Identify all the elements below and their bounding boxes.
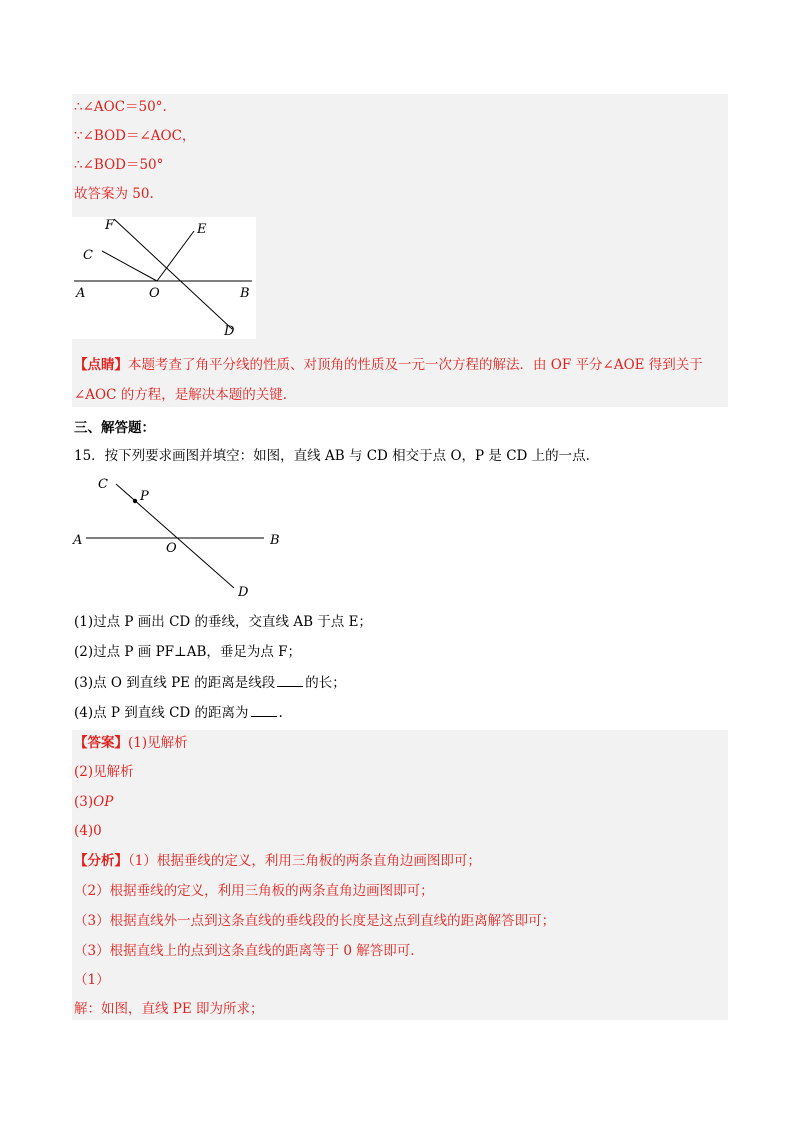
answer-blank (277, 674, 303, 687)
label-e: E (197, 222, 207, 237)
label-b: B (270, 533, 280, 548)
answer-a3-prefix: (3) (74, 794, 94, 810)
label-p: P (140, 489, 149, 504)
answer-line-4: 故答案为 50. (74, 186, 154, 202)
answer-block-bottom (72, 730, 728, 1020)
label-d: D (238, 585, 249, 600)
figure-angles (72, 217, 256, 339)
analysis-line-3: （3）根据直线外一点到这条直线的垂线段的长度是这点到直线的距离解答即可； (74, 913, 556, 929)
question-part-3-tail: 的长； (305, 675, 346, 691)
analysis-line-6: 解：如图，直线 PE 即为所求； (74, 1001, 264, 1017)
label-f: F (105, 218, 115, 233)
analysis-line-4: （3）根据直线上的点到这条直线的距离等于 0 解答即可. (74, 943, 415, 959)
answer-tag: 【答案】 (74, 735, 128, 751)
label-o: O (149, 286, 160, 301)
answer-a4: (4)0 (74, 823, 102, 839)
label-a: A (73, 533, 83, 548)
answer-a3 (74, 792, 113, 812)
question-part-2: (2)过点 P 画 PF⊥AB，垂足为点 F； (74, 644, 302, 660)
answer-a3-value: OP (93, 794, 114, 810)
label-o: O (166, 541, 177, 556)
section-title: 三、解答题： (74, 420, 155, 436)
analysis-line-1 (74, 851, 481, 871)
label-b: B (240, 286, 250, 301)
label-c: C (83, 248, 93, 263)
question-part-4-tail: . (278, 705, 283, 721)
question-15-stem: 15．按下列要求画图并填空：如图，直线 AB 与 CD 相交于点 O，P 是 CD 上的一点. (74, 448, 590, 464)
question-part-1: (1)过点 P 画出 CD 的垂线，交直线 AB 于点 E； (74, 614, 372, 630)
question-part-3 (74, 673, 346, 693)
answer-blank (251, 704, 277, 717)
question-part-4-text: (4)点 P 到直线 CD 的距离为 (74, 705, 249, 721)
answer-line-2: ∵∠BOD＝∠AOC， (74, 128, 196, 144)
question-part-3-text: (3)点 O 到直线 PE 的距离是线段 (74, 675, 276, 691)
label-c: C (98, 477, 108, 492)
comment-tag: 【点睛】 (74, 357, 128, 373)
comment-line-2: ∠AOC 的方程，是解决本题的关键. (74, 387, 288, 403)
answer-a1: (1)见解析 (128, 735, 188, 751)
label-d: D (224, 324, 235, 339)
label-a: A (76, 286, 86, 301)
answer-line-3: ∴∠BOD＝50° (74, 157, 164, 173)
analysis-line-5: （1） (74, 972, 110, 988)
analysis-tag: 【分析】 (74, 853, 128, 869)
answer-a2: (2)见解析 (74, 764, 134, 780)
analysis-text-1: （1）根据垂线的定义，利用三角板的两条直角边画图即可； (128, 853, 481, 869)
analysis-line-2: （2）根据垂线的定义，利用三角板的两条直角边画图即可； (74, 883, 434, 899)
answer-line-1: ∴∠AOC＝50°. (74, 99, 167, 115)
comment-line-1 (74, 355, 703, 375)
figure-intersecting-lines (72, 474, 292, 602)
answer-line-a1 (74, 733, 188, 753)
question-part-4 (74, 703, 283, 723)
comment-text-1: 本题考查了角平分线的性质、对顶角的性质及一元一次方程的解法．由 OF 平分∠AOE 得到关于 (128, 357, 703, 373)
